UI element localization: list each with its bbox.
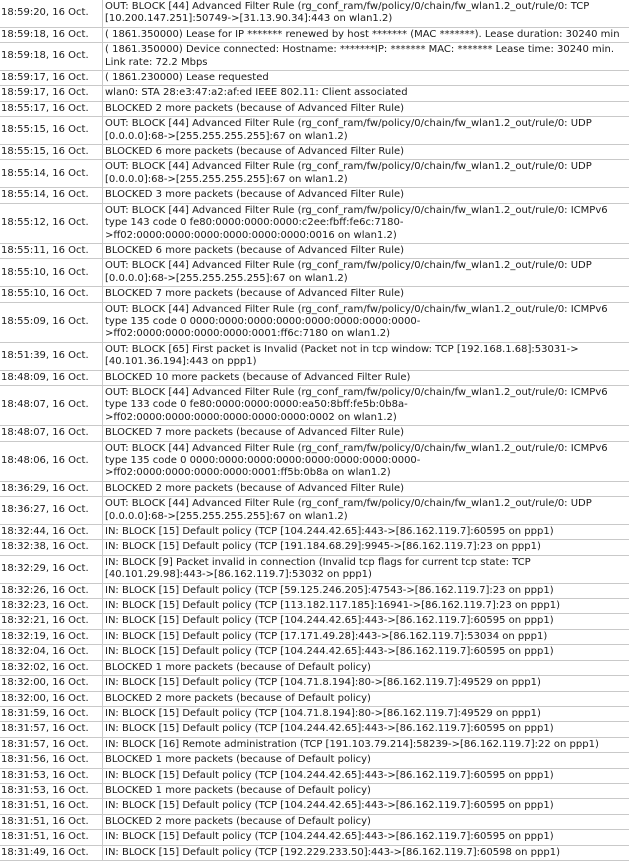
log-row bbox=[0, 302, 629, 342]
log-message: OUT: BLOCK [44] Advanced Filter Rule (rg_conf_ram/fw/policy/0/chain/fw_wlan1.2_out/rule/0: UDP [0.0.0.0]:68->[255.255.255.255]:67 on wlan1.2) bbox=[103, 497, 629, 525]
log-row bbox=[0, 540, 629, 555]
log-timestamp: 18:31:53, 16 Oct. bbox=[0, 768, 103, 783]
log-message: IN: BLOCK [15] Default policy (TCP [104.244.42.65]:443->[86.162.119.7]:60595 on ppp1) bbox=[103, 799, 629, 814]
log-row bbox=[0, 385, 629, 425]
log-row bbox=[0, 71, 629, 86]
log-timestamp: 18:55:14, 16 Oct. bbox=[0, 188, 103, 203]
log-timestamp: 18:55:10, 16 Oct. bbox=[0, 287, 103, 302]
log-timestamp: 18:59:17, 16 Oct. bbox=[0, 86, 103, 101]
log-timestamp: 18:32:00, 16 Oct. bbox=[0, 691, 103, 706]
log-timestamp: 18:59:18, 16 Oct. bbox=[0, 43, 103, 71]
log-row bbox=[0, 86, 629, 101]
log-row bbox=[0, 599, 629, 614]
log-message: BLOCKED 1 more packets (because of Default policy) bbox=[103, 783, 629, 798]
log-row bbox=[0, 722, 629, 737]
log-message: IN: BLOCK [15] Default policy (TCP [59.125.246.205]:47543->[86.162.119.7]:23 on ppp1) bbox=[103, 583, 629, 598]
log-row bbox=[0, 614, 629, 629]
log-timestamp: 18:31:57, 16 Oct. bbox=[0, 737, 103, 752]
log-message: IN: BLOCK [15] Default policy (TCP [113.182.117.185]:16941->[86.162.119.7]:23 on ppp1) bbox=[103, 599, 629, 614]
log-row bbox=[0, 481, 629, 496]
log-timestamp: 18:31:51, 16 Oct. bbox=[0, 814, 103, 829]
log-timestamp: 18:31:49, 16 Oct. bbox=[0, 845, 103, 860]
log-message: ( 1861.350000) Lease for IP ******* renewed by host ******* (MAC *******). Lease duration: 30240 min bbox=[103, 27, 629, 42]
log-message: BLOCKED 6 more packets (because of Advanced Filter Rule) bbox=[103, 243, 629, 258]
log-timestamp: 18:31:56, 16 Oct. bbox=[0, 753, 103, 768]
log-timestamp: 18:32:26, 16 Oct. bbox=[0, 583, 103, 598]
log-timestamp: 18:32:38, 16 Oct. bbox=[0, 540, 103, 555]
log-message: IN: BLOCK [15] Default policy (TCP [104.244.42.65]:443->[86.162.119.7]:60595 on ppp1) bbox=[103, 722, 629, 737]
log-message: IN: BLOCK [16] Remote administration (TCP [191.103.79.214]:58239->[86.162.119.7]:22 on ppp1) bbox=[103, 737, 629, 752]
log-timestamp: 18:32:00, 16 Oct. bbox=[0, 676, 103, 691]
log-timestamp: 18:31:59, 16 Oct. bbox=[0, 706, 103, 721]
log-message: IN: BLOCK [15] Default policy (TCP [104.71.8.194]:80->[86.162.119.7]:49529 on ppp1) bbox=[103, 706, 629, 721]
log-row bbox=[0, 691, 629, 706]
log-row bbox=[0, 117, 629, 145]
log-message: OUT: BLOCK [44] Advanced Filter Rule (rg_conf_ram/fw/policy/0/chain/fw_wlan1.2_out/rule/0: ICMPv6 type 143 code 0 fe80:0000:0000:0000:c2ee:fbff:fe6c:7180->ff02:0000:0000:0000:0000:0000:0000:0016 on wlan1.2) bbox=[103, 203, 629, 243]
log-row bbox=[0, 0, 629, 27]
log-message: IN: BLOCK [15] Default policy (TCP [17.171.49.28]:443->[86.162.119.7]:53034 on ppp1) bbox=[103, 629, 629, 644]
log-message: BLOCKED 2 more packets (because of Advanced Filter Rule) bbox=[103, 481, 629, 496]
log-message: OUT: BLOCK [44] Advanced Filter Rule (rg_conf_ram/fw/policy/0/chain/fw_wlan1.2_out/rule/0: ICMPv6 type 135 code 0 0000:0000:0000:0000:0000:0000:0000:0000->ff02:0000:0000:0000:0000:0001:ff6c:7180 on wlan1.2) bbox=[103, 302, 629, 342]
log-timestamp: 18:31:51, 16 Oct. bbox=[0, 830, 103, 845]
log-row bbox=[0, 660, 629, 675]
log-message: ( 1861.230000) Lease requested bbox=[103, 71, 629, 86]
log-message: OUT: BLOCK [44] Advanced Filter Rule (rg_conf_ram/fw/policy/0/chain/fw_wlan1.2_out/rule/0: ICMPv6 type 133 code 0 fe80:0000:0000:0000:ea50:8bff:fe5b:0b8a->ff02:0000:0000:0000:0000:0000:0000:0002 on wlan1.2) bbox=[103, 385, 629, 425]
log-row bbox=[0, 259, 629, 287]
log-timestamp: 18:48:07, 16 Oct. bbox=[0, 426, 103, 441]
log-timestamp: 18:55:09, 16 Oct. bbox=[0, 302, 103, 342]
log-row bbox=[0, 737, 629, 752]
log-row bbox=[0, 706, 629, 721]
log-timestamp: 18:55:15, 16 Oct. bbox=[0, 117, 103, 145]
log-timestamp: 18:51:39, 16 Oct. bbox=[0, 342, 103, 370]
log-row bbox=[0, 101, 629, 116]
log-row bbox=[0, 783, 629, 798]
log-timestamp: 18:59:18, 16 Oct. bbox=[0, 27, 103, 42]
log-message: BLOCKED 2 more packets (because of Advanced Filter Rule) bbox=[103, 101, 629, 116]
log-row bbox=[0, 426, 629, 441]
log-row bbox=[0, 814, 629, 829]
log-timestamp: 18:36:27, 16 Oct. bbox=[0, 497, 103, 525]
log-message: IN: BLOCK [15] Default policy (TCP [104.71.8.194]:80->[86.162.119.7]:49529 on ppp1) bbox=[103, 676, 629, 691]
log-timestamp: 18:32:44, 16 Oct. bbox=[0, 525, 103, 540]
log-message: IN: BLOCK [15] Default policy (TCP [104.244.42.65]:443->[86.162.119.7]:60595 on ppp1) bbox=[103, 525, 629, 540]
log-row bbox=[0, 753, 629, 768]
log-row bbox=[0, 203, 629, 243]
log-timestamp: 18:32:04, 16 Oct. bbox=[0, 645, 103, 660]
log-row bbox=[0, 243, 629, 258]
log-message: OUT: BLOCK [44] Advanced Filter Rule (rg_conf_ram/fw/policy/0/chain/fw_wlan1.2_out/rule/0: UDP [0.0.0.0]:68->[255.255.255.255]:67 on wlan1.2) bbox=[103, 259, 629, 287]
log-message: BLOCKED 1 more packets (because of Default policy) bbox=[103, 660, 629, 675]
log-message: IN: BLOCK [15] Default policy (TCP [104.244.42.65]:443->[86.162.119.7]:60595 on ppp1) bbox=[103, 614, 629, 629]
log-message: OUT: BLOCK [44] Advanced Filter Rule (rg_conf_ram/fw/policy/0/chain/fw_wlan1.2_out/rule/0: ICMPv6 type 135 code 0 0000:0000:0000:0000:0000:0000:0000:0000->ff02:0000:0000:0000:0000:0001:ff5b:0b8a on wlan1.2) bbox=[103, 441, 629, 481]
log-row bbox=[0, 160, 629, 188]
log-message: BLOCKED 1 more packets (because of Default policy) bbox=[103, 753, 629, 768]
log-message: BLOCKED 7 more packets (because of Advanced Filter Rule) bbox=[103, 426, 629, 441]
log-message: IN: BLOCK [15] Default policy (TCP [104.244.42.65]:443->[86.162.119.7]:60595 on ppp1) bbox=[103, 830, 629, 845]
log-message: BLOCKED 3 more packets (because of Advanced Filter Rule) bbox=[103, 188, 629, 203]
log-message: IN: BLOCK [15] Default policy (TCP [104.244.42.65]:443->[86.162.119.7]:60595 on ppp1) bbox=[103, 645, 629, 660]
log-message: IN: BLOCK [15] Default policy (TCP [192.229.233.50]:443->[86.162.119.7]:60598 on ppp1) bbox=[103, 845, 629, 860]
log-timestamp: 18:55:11, 16 Oct. bbox=[0, 243, 103, 258]
log-timestamp: 18:48:07, 16 Oct. bbox=[0, 385, 103, 425]
log-message: BLOCKED 2 more packets (because of Default policy) bbox=[103, 814, 629, 829]
log-timestamp: 18:55:17, 16 Oct. bbox=[0, 101, 103, 116]
log-timestamp: 18:31:57, 16 Oct. bbox=[0, 722, 103, 737]
log-row bbox=[0, 676, 629, 691]
log-message: OUT: BLOCK [44] Advanced Filter Rule (rg_conf_ram/fw/policy/0/chain/fw_wlan1.2_out/rule/0: TCP [10.200.147.251]:50749->[31.13.90.34]:443 on wlan1.2) bbox=[103, 0, 629, 27]
log-row bbox=[0, 27, 629, 42]
log-row bbox=[0, 370, 629, 385]
log-row bbox=[0, 342, 629, 370]
log-timestamp: 18:32:23, 16 Oct. bbox=[0, 599, 103, 614]
log-message: IN: BLOCK [15] Default policy (TCP [191.184.68.29]:9945->[86.162.119.7]:23 on ppp1) bbox=[103, 540, 629, 555]
log-timestamp: 18:59:17, 16 Oct. bbox=[0, 71, 103, 86]
log-timestamp: 18:55:15, 16 Oct. bbox=[0, 145, 103, 160]
log-timestamp: 18:32:29, 16 Oct. bbox=[0, 555, 103, 583]
log-message: BLOCKED 10 more packets (because of Advanced Filter Rule) bbox=[103, 370, 629, 385]
log-timestamp: 18:55:10, 16 Oct. bbox=[0, 259, 103, 287]
log-message: IN: BLOCK [9] Packet invalid in connection (Invalid tcp flags for current tcp state: TCP [40.101.29.98]:443->[86.162.119.7]:53032 on ppp1) bbox=[103, 555, 629, 583]
log-timestamp: 18:32:19, 16 Oct. bbox=[0, 629, 103, 644]
log-row bbox=[0, 287, 629, 302]
log-row bbox=[0, 645, 629, 660]
log-message: BLOCKED 2 more packets (because of Default policy) bbox=[103, 691, 629, 706]
log-timestamp: 18:31:51, 16 Oct. bbox=[0, 799, 103, 814]
log-row bbox=[0, 497, 629, 525]
log-timestamp: 18:59:20, 16 Oct. bbox=[0, 0, 103, 27]
log-timestamp: 18:48:06, 16 Oct. bbox=[0, 441, 103, 481]
log-timestamp: 18:32:21, 16 Oct. bbox=[0, 614, 103, 629]
log-message: OUT: BLOCK [44] Advanced Filter Rule (rg_conf_ram/fw/policy/0/chain/fw_wlan1.2_out/rule/0: UDP [0.0.0.0]:68->[255.255.255.255]:67 on wlan1.2) bbox=[103, 117, 629, 145]
log-timestamp: 18:55:12, 16 Oct. bbox=[0, 203, 103, 243]
log-row bbox=[0, 629, 629, 644]
log-timestamp: 18:32:02, 16 Oct. bbox=[0, 660, 103, 675]
log-timestamp: 18:48:09, 16 Oct. bbox=[0, 370, 103, 385]
log-row bbox=[0, 845, 629, 860]
log-row bbox=[0, 145, 629, 160]
log-row bbox=[0, 43, 629, 71]
log-row bbox=[0, 441, 629, 481]
log-row bbox=[0, 525, 629, 540]
log-message: BLOCKED 6 more packets (because of Advanced Filter Rule) bbox=[103, 145, 629, 160]
log-message: OUT: BLOCK [65] First packet is Invalid (Packet not in tcp window: TCP [192.168.1.68]:53031->[40.101.36.194]:443 on ppp1) bbox=[103, 342, 629, 370]
log-row bbox=[0, 555, 629, 583]
log-message: IN: BLOCK [15] Default policy (TCP [104.244.42.65]:443->[86.162.119.7]:60595 on ppp1) bbox=[103, 768, 629, 783]
log-timestamp: 18:36:29, 16 Oct. bbox=[0, 481, 103, 496]
log-row bbox=[0, 188, 629, 203]
log-timestamp: 18:55:14, 16 Oct. bbox=[0, 160, 103, 188]
log-row bbox=[0, 583, 629, 598]
log-row bbox=[0, 799, 629, 814]
log-message: BLOCKED 7 more packets (because of Advanced Filter Rule) bbox=[103, 287, 629, 302]
log-timestamp: 18:31:53, 16 Oct. bbox=[0, 783, 103, 798]
log-message: OUT: BLOCK [44] Advanced Filter Rule (rg_conf_ram/fw/policy/0/chain/fw_wlan1.2_out/rule/0: UDP [0.0.0.0]:68->[255.255.255.255]:67 on wlan1.2) bbox=[103, 160, 629, 188]
log-message: wlan0: STA 28:e3:47:a2:af:ed IEEE 802.11: Client associated bbox=[103, 86, 629, 101]
log-message: ( 1861.350000) Device connected: Hostname: *******IP: ******* MAC: ******* Lease time: 30240 min. Link rate: 72.2 Mbps bbox=[103, 43, 629, 71]
log-row bbox=[0, 830, 629, 845]
